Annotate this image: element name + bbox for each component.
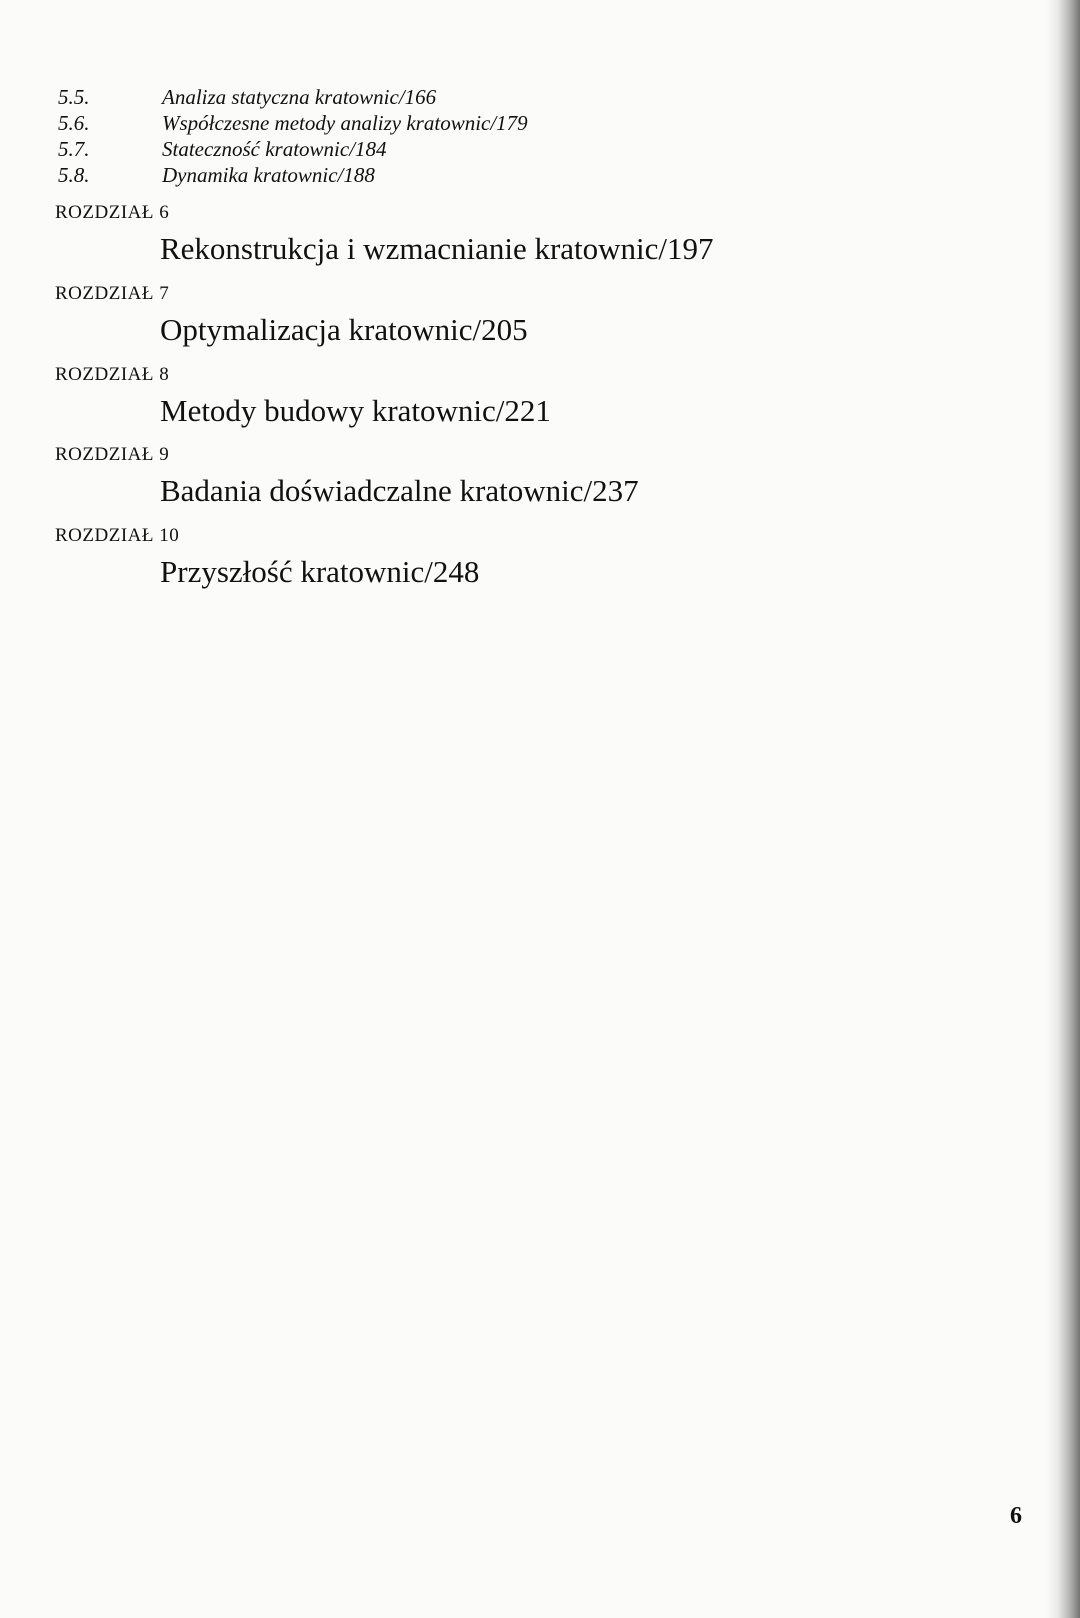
section-number: 5.7.: [58, 137, 90, 161]
chapter-title: Przyszłość kratownic/248: [160, 554, 480, 589]
section-number: 5.5.: [58, 85, 90, 109]
chapter-label: ROZDZIAŁ 8: [55, 364, 170, 385]
toc-section-entry: [58, 162, 375, 188]
section-title: Współczesne metody analizy kratownic/179: [162, 111, 528, 135]
toc-section-entry: [58, 136, 387, 162]
chapter-label: ROZDZIAŁ 9: [55, 444, 170, 465]
chapter-label: ROZDZIAŁ 6: [55, 202, 170, 223]
toc-section-entry: [58, 84, 436, 110]
chapter-title: Optymalizacja kratownic/205: [160, 312, 528, 347]
chapter-title: Badania doświadczalne kratownic/237: [160, 473, 639, 508]
chapter-label: ROZDZIAŁ 10: [55, 525, 180, 546]
section-title: Stateczność kratownic/184: [162, 137, 387, 161]
page-number: 6: [1010, 1503, 1022, 1529]
chapter-title: Rekonstrukcja i wzmacnianie kratownic/197: [160, 231, 714, 266]
chapter-title: Metody budowy kratownic/221: [160, 393, 551, 428]
chapter-label: ROZDZIAŁ 7: [55, 283, 170, 304]
section-number: 5.8.: [58, 163, 90, 187]
toc-section-entry: [58, 110, 528, 136]
section-number: 5.6.: [58, 111, 90, 135]
section-title: Dynamika kratownic/188: [162, 163, 375, 187]
section-title: Analiza statyczna kratownic/166: [162, 85, 437, 109]
scanned-page-edge: [1046, 0, 1080, 1618]
